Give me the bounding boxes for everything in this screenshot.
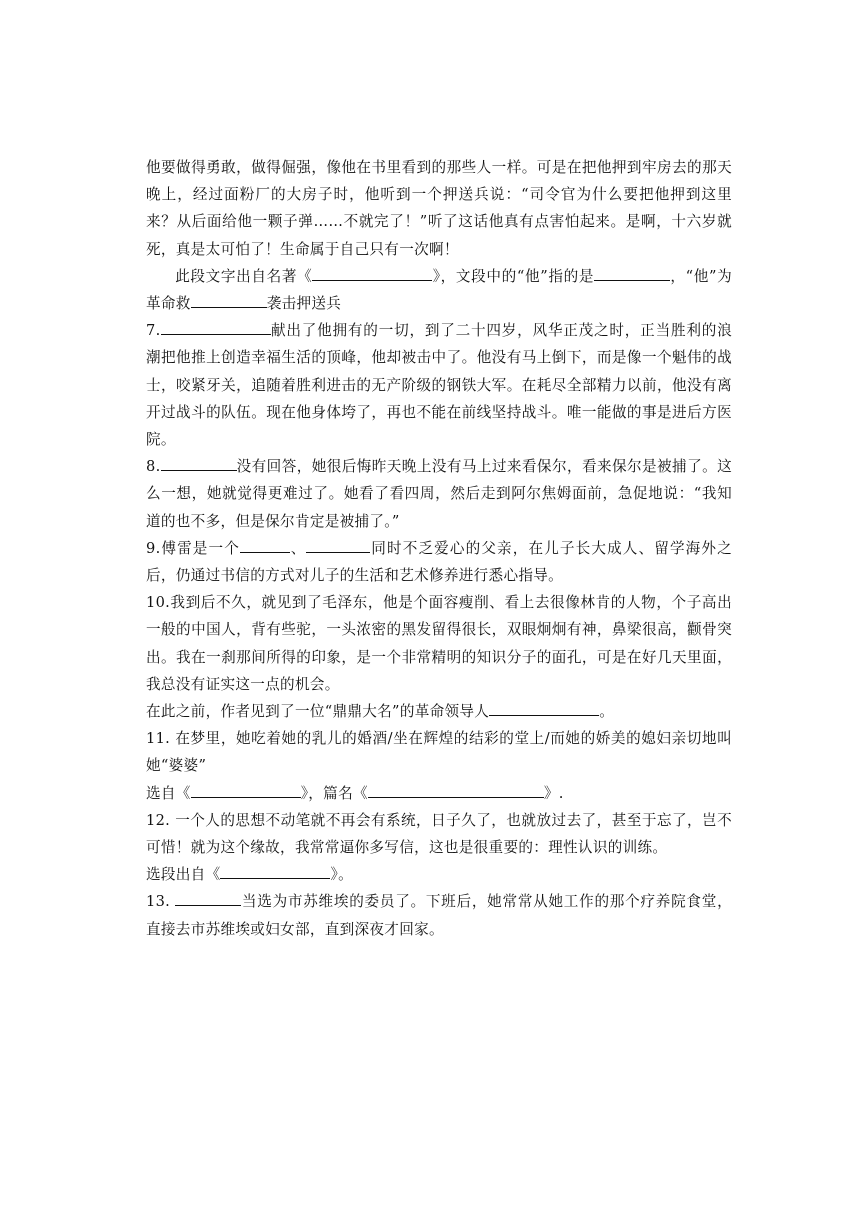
q6-part3: ，“他”为革命救	[146, 267, 733, 313]
q7-blank[interactable]	[161, 317, 271, 335]
q7-text: 献出了他拥有的一切，到了二十四岁，风华正茂之时，正当胜利的浪潮把他推上创造幸福生活的顶峰，他却被击中了。他没有马上倒下，而是像一个魁伟的战士，咬紧牙关，追随着胜利进击的无产阶级的钢铁大军。在耗尽全部精力以前，他没有离开过战斗的队伍。现在他身体垮了，再也不能在前线坚持战斗。唯一能做的事是进后方医院。	[146, 322, 732, 449]
book-title-blank[interactable]	[312, 263, 432, 281]
q12-blank[interactable]	[220, 861, 330, 879]
q12-text: 12. 一个人的思想不动笔就不再会有系统，日子久了，也就放过去了，甚至于忘了，岂不可惜！就为这个缘故，我常常逼你多写信，这也是很重要的：理性认识的训练。	[146, 811, 732, 857]
q12-source2: 》。	[330, 866, 353, 884]
q11-text: 11. 在梦里，她吃着她的乳儿的婚酒/坐在辉煌的结彩的堂上/而她的娇美的媳妇亲切地叫她“婆婆”	[146, 730, 732, 775]
q9-part2: 同时不乏爱心的父亲，在儿子长大成人、留学海外之后，仍通过书信的方式对儿子的生活和艺术修养进行悉心指导。	[146, 539, 732, 585]
q8-text: 没有回答，她很后悔昨天晚上没有马上过来看保尔，看来保尔是被捕了。这么一想，她就觉得更难过了。她看了看四周，然后走到阿尔焦姆面前，急促地说：“我知道的也不多，但是保尔肯定是被捕了。”	[146, 458, 732, 530]
q10-text: 10.我到后不久，就见到了毛泽东，他是个面容瘦削、看上去很像林肯的人物，个子高出一般的中国人，背有些驼，一头浓密的黑发留得很长，双眼炯炯有神，鼻梁很高，颧骨突出。我在一刹那间所得的印象，是一个非常精明的知识分子的面孔，可是在好几天里面，我总没有证实这一点的机会。	[146, 594, 732, 693]
question-6	[146, 263, 732, 317]
passage-intro-text: 他要做得勇敢，做得倔强，像他在书里看到的那些人一样。可是在把他押到牢房去的那天晚上，经过面粉厂的大房子时，他听到一个押送兵说：“司令官为什么要把他押到这里来？从后面给他一颗子弹……不就完了！”听了这话他真有点害怕起来。是啊，十六岁就死，真是太可怕了！生命属于自己只有一次啊！	[146, 159, 732, 258]
q9-separator: 、	[289, 539, 307, 557]
q9-blank-1[interactable]	[240, 535, 290, 553]
question-11	[146, 725, 732, 779]
question-12-source	[146, 861, 732, 888]
q6-part2: 》，文段中的“他”指的是	[432, 267, 595, 285]
q11-source1: 选自《	[146, 784, 191, 802]
rescue-target-blank[interactable]	[191, 290, 267, 308]
q7-number: 7.	[146, 322, 161, 340]
passage-intro	[146, 154, 732, 263]
q11-poem-title-blank[interactable]	[368, 780, 544, 798]
q11-collection-blank[interactable]	[191, 780, 301, 798]
q8-blank[interactable]	[161, 453, 237, 471]
question-9	[146, 535, 732, 589]
q11-source3: 》.	[543, 784, 564, 802]
q12-source1: 选段出自《	[146, 866, 221, 884]
q8-number: 8.	[146, 458, 161, 476]
question-7	[146, 317, 732, 453]
exercise-text	[146, 154, 732, 943]
q11-source2: 》，篇名《	[300, 784, 368, 802]
q6-part4: 袭击押送兵	[266, 295, 342, 313]
question-13	[146, 888, 732, 942]
question-10	[146, 589, 732, 698]
q10-end: 。	[599, 703, 615, 721]
q6-part1: 此段文字出自名著《	[175, 267, 313, 285]
q13-number: 13.	[146, 893, 176, 911]
question-12	[146, 807, 732, 861]
q13-text: 当选为市苏维埃的委员了。下班后，她常常从她工作的那个疗养院食堂，直接去市苏维埃或妇女部，直到深夜才回家。	[146, 893, 732, 938]
question-10-prompt	[146, 698, 732, 725]
q10-question: 在此之前，作者见到了一位“鼎鼎大名”的革命领导人	[146, 703, 490, 721]
question-8	[146, 453, 732, 535]
q13-blank[interactable]	[175, 888, 241, 906]
q9-part1: 9.傅雷是一个	[146, 539, 240, 557]
character-blank[interactable]	[594, 263, 670, 281]
q10-blank[interactable]	[489, 698, 599, 716]
question-11-source	[146, 780, 732, 807]
q9-blank-2[interactable]	[306, 535, 370, 553]
